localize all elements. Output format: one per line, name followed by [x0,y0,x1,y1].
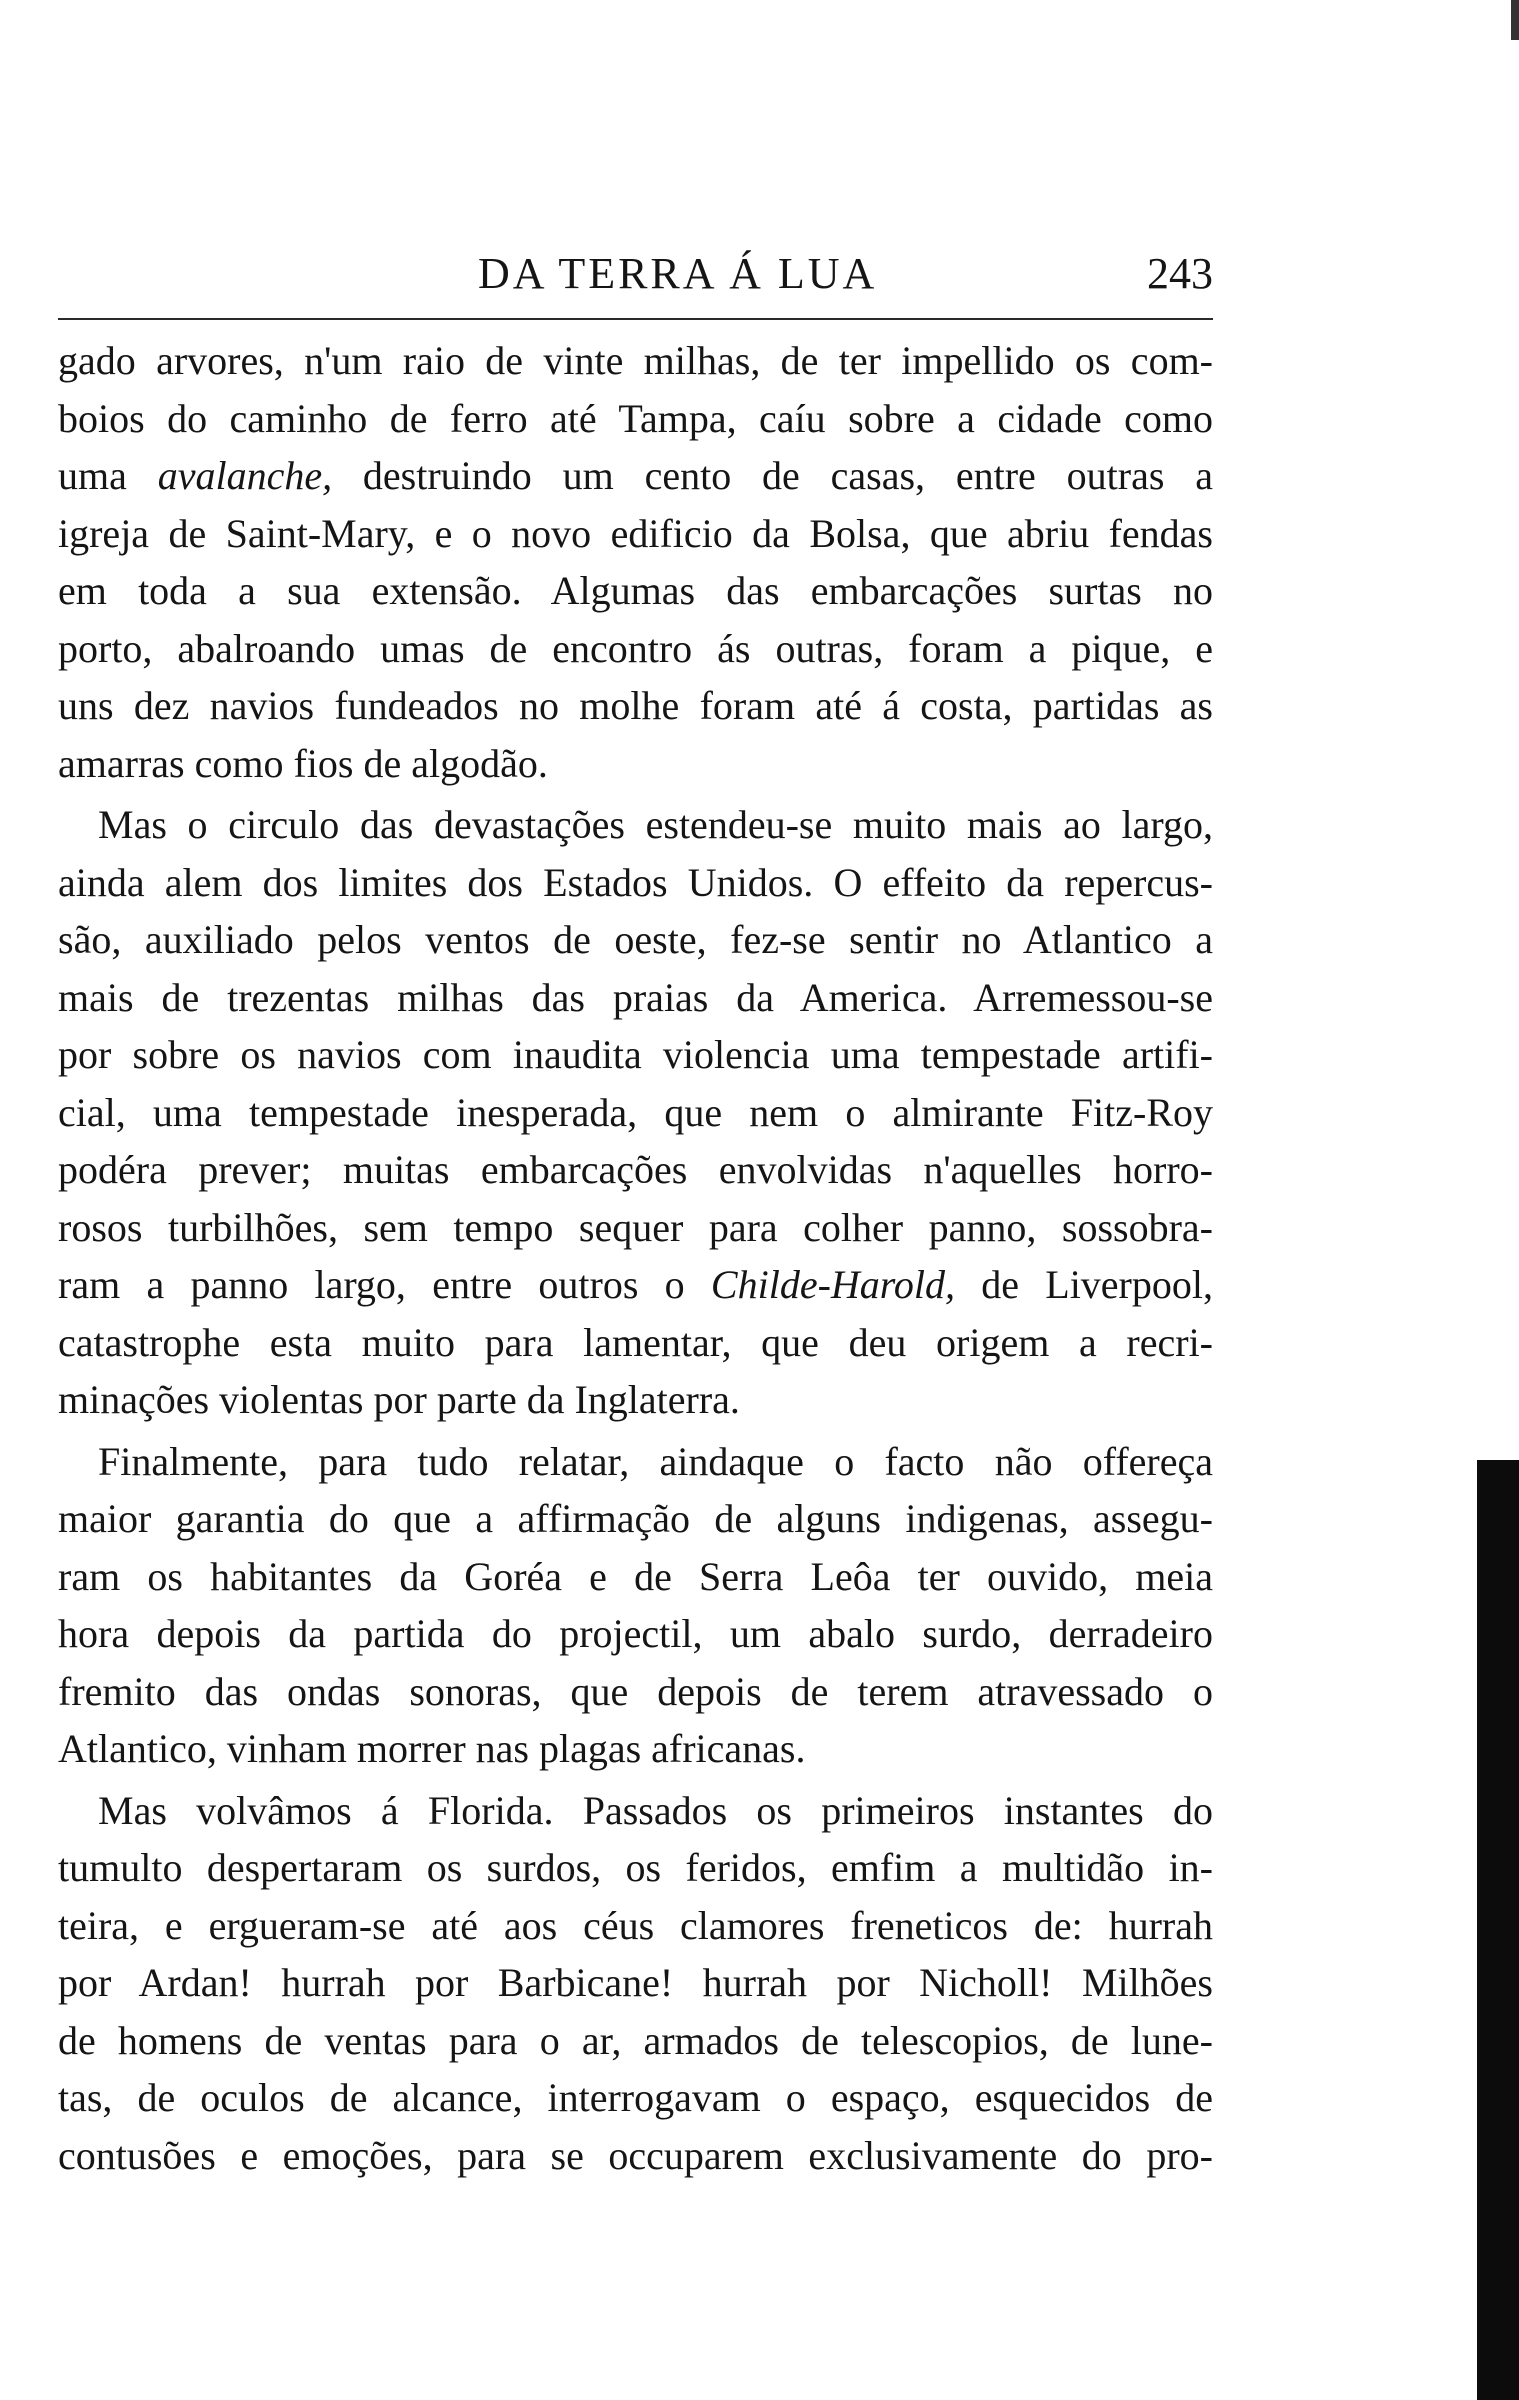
text-line: minações violentas por parte da Inglaterra. [58,1377,740,1422]
text-line: Finalmente, para tudo relatar, aindaque o facto não offereça [98,1438,1213,1484]
text-line: porto, abalroando umas de encontro ás outras, foram a pique, e [58,625,1213,671]
paragraph [58,1782,1213,2185]
page-header [58,240,1213,302]
text-line: uns dez navios fundeados no molhe foram até á costa, partidas as [58,683,1213,728]
text-line: igreja de Saint-Mary, e o novo edificio da Bolsa, que abriu fendas [58,510,1213,556]
text-line: tas, de oculos de alcance, interrogavam o espaço, esquecidos de [58,2075,1213,2120]
text-line: Atlantico, vinham morrer nas plagas africanas. [58,1726,806,1771]
text-run: ram a panno largo, entre outros o [58,1262,711,1307]
text-line: por sobre os navios com inaudita violencia uma tempestade artifi- [58,1032,1213,1077]
text-line: mais de trezentas milhas das praias da America. Arremessou-se [58,974,1213,1020]
text-line [58,447,1213,505]
text-line: Mas o circulo das devastações estendeu-se muito mais ao largo, [98,802,1213,847]
scan-edge-shadow [1477,1460,1519,2400]
header-rule [58,318,1213,320]
text-line: ram os habitantes da Goréa e de Serra Leôa ter ouvido, meia [58,1553,1213,1599]
text-line: catastrophe esta muito para lamentar, que deu origem a recri- [58,1319,1213,1365]
text-line: maior garantia do que a affirmação de alguns indigenas, assegu- [58,1496,1213,1541]
page-number: 243 [1147,249,1213,298]
text-line: hora depois da partida do projectil, um abalo surdo, derradeiro [58,1611,1213,1656]
text-line: de homens de ventas para o ar, armados de telescopios, de lune- [58,2017,1213,2063]
text-line: tumulto despertaram os surdos, os feridos, emfim a multidão in- [58,1845,1213,1890]
text-run: destruindo um cento de casas, entre outras a [332,453,1214,498]
text-line: teira, e ergueram-se até aos céus clamores freneticos de: hurrah [58,1902,1213,1948]
text-line: boios do caminho de ferro até Tampa, caíu sobre a cidade como [58,395,1213,441]
text-line: em toda a sua extensão. Algumas das embarcações surtas no [58,568,1213,613]
text-run: uma [58,453,158,498]
text-line: fremito das ondas sonoras, que depois de terem atravessado o [58,1668,1213,1714]
text-line [58,1256,1213,1314]
paragraph [58,796,1213,1429]
text-line: ainda alem dos limites dos Estados Unidos. O effeito da repercus- [58,859,1213,905]
text-line: por Ardan! hurrah por Barbicane! hurrah por Nicholl! Milhões [58,1960,1213,2005]
text-line: amarras como fios de algodão. [58,740,548,786]
italic-term: avalanche, [157,453,333,498]
text-run: de Liverpool, [954,1262,1213,1307]
text-line: gado arvores, n'um raio de vinte milhas, de ter impellido os com- [58,338,1213,383]
paragraph [58,332,1213,792]
text-line: rosos turbilhões, sem tempo sequer para colher panno, sossobra- [58,1204,1213,1250]
running-title: DA TERRA Á LUA [478,249,878,298]
text-line: são, auxiliado pelos ventos de oeste, fez-se sentir no Atlantico a [58,917,1213,962]
text-line: Mas volvâmos á Florida. Passados os primeiros instantes do [98,1787,1213,1833]
paragraph [58,1433,1213,1778]
body-text [58,332,1213,2184]
text-line: podéra prever; muitas embarcações envolvidas n'aquelles horro- [58,1147,1213,1192]
text-line: cial, uma tempestade inesperada, que nem o almirante Fitz-Roy [58,1089,1213,1135]
italic-term: Childe-Harold, [710,1262,955,1307]
text-line: contusões e emoções, para se occuparem exclusivamente do pro- [58,2132,1213,2178]
scan-edge-shadow [1511,0,1519,40]
